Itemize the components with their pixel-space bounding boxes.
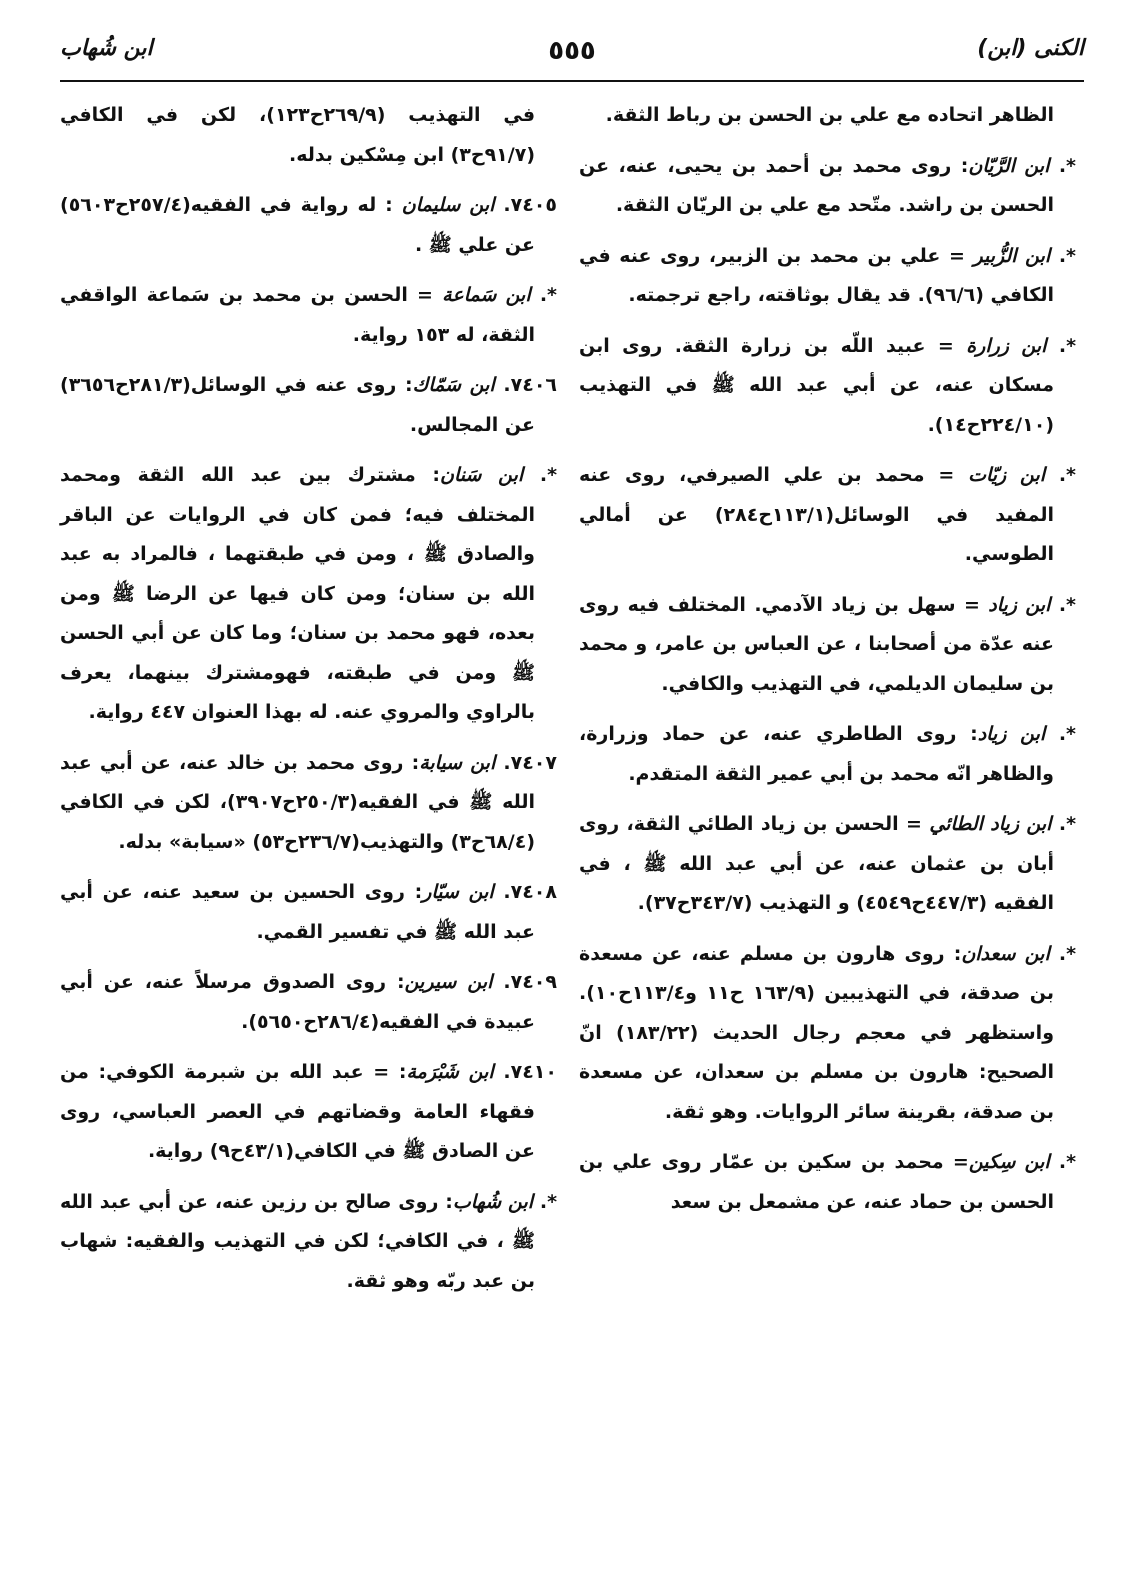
- entry-marker: ٧٤٠٩.: [503, 971, 557, 993]
- entry: [60, 456, 565, 733]
- entry-name: ابن زياد الطائي: [929, 813, 1052, 835]
- entry-text: = عبيد اللّه بن زرارة الثقة. روى ابن مسكان عنه، عن أبي عبد الله ﷺ في التهذيب (٢٢٤/١٠ح١٤).: [579, 334, 1054, 436]
- entry-text: الظاهر اتحاده مع علي بن الحسن بن رباط الثقة.: [605, 104, 1054, 126]
- right-column: [579, 96, 1084, 1538]
- entry-text: : روى الطاطري عنه، عن حماد وزرارة، والظاهر انّه محمد بن أبي عمير الثقة المتقدم.: [579, 723, 1054, 785]
- entry-marker: *.: [1058, 723, 1076, 745]
- entry-name: ابن سيرين: [404, 971, 493, 993]
- entry-name: ابن الرَّيّان: [968, 154, 1050, 177]
- entry-marker: *.: [539, 1190, 558, 1213]
- entry-marker: ٧٤٠٨.: [503, 881, 557, 903]
- entry-name: ابن سيابة: [419, 751, 496, 774]
- entry: [579, 456, 1084, 575]
- entry-name: ابن زيّات: [968, 464, 1046, 486]
- entry-text: : روى محمد بن أحمد بن يحيى، عنه، عن الحسن بن راشد. متّحد مع علي بن الريّان الثقة.: [579, 154, 1054, 216]
- entry: [579, 327, 1084, 446]
- entry: [579, 1143, 1084, 1222]
- entry: [579, 805, 1084, 924]
- entry: [579, 586, 1084, 705]
- entry: [60, 186, 565, 265]
- running-title-left: ابن شُهاب: [60, 36, 153, 61]
- page-number: ٥٥٥: [548, 36, 596, 66]
- entry-marker: *.: [539, 464, 558, 486]
- entry-marker: *.: [1058, 593, 1076, 616]
- entry: [579, 935, 1084, 1133]
- entry-name: ابن شَبْرَمة: [406, 1061, 494, 1083]
- entry-text: : = عبد الله بن شبرمة الكوفي: من فقهاء العامة وقضاتهم في العصر العباسي، روى عن الصادق ﷺ في الكافي(٤٣/١ح٩) رواية.: [60, 1061, 535, 1162]
- entry-name: ابن سِكين: [968, 1151, 1050, 1173]
- entry-text: : روى عنه في الوسائل(٢٨١/٣ح٣٦٥٦) عن المجالس.: [60, 374, 535, 436]
- entry-marker: *.: [1058, 334, 1077, 357]
- entry-marker: *.: [1058, 942, 1077, 965]
- entry: [60, 1183, 565, 1302]
- entry: [60, 744, 565, 863]
- entry-marker: *.: [1058, 464, 1076, 486]
- entry: [60, 963, 565, 1042]
- entry-marker: *.: [539, 284, 557, 306]
- left-column: [60, 96, 565, 1538]
- entry-name: ابن زرارة: [966, 334, 1047, 357]
- entry-text: : روى هارون بن مسلم عنه، عن مسعدة بن صدقة، في التهذيبين (١٦٣/٩ ح١١ و١١٣/٤ح١٠). واستظهر في معجم رجال الحديث (١٨٣/٢٢) انّ الصحيح: هارون بن مسلم بن سعدان، عن مسعدة بن صدقة، بقرينة سائر الروايات. وهو ثقة.: [579, 942, 1055, 1123]
- entry-text: = الحسن بن زياد الطائي الثقة، روى أبان بن عثمان عنه، عن أبي عبد الله ﷺ ، في الفقيه (٤٤٧/٣ح٤٥٤٩) و التهذيب (٣٤٣/٧ح٣٧).: [579, 813, 1054, 914]
- entry-marker: ٧٤٠٥.: [503, 194, 557, 216]
- entry-name: ابن شُهاب: [452, 1190, 534, 1213]
- running-title-right: الكنى (ابن): [977, 36, 1084, 61]
- entry-text: : روى صالح بن رزين عنه، عن أبي عبد الله ﷺ ، في الكافي؛ لكن في التهذيب والفقيه: شهاب بن عبد ربّه وهو ثقة.: [60, 1190, 535, 1292]
- entry: [60, 366, 565, 445]
- entry: [579, 147, 1084, 226]
- entry-text: : روى محمد بن خالد عنه، عن أبي عبد الله ﷺ في الفقيه(٢٥٠/٣ح٣٩٠٧)، لكن في الكافي (٦٨/٤ح٣) والتهذيب(٢٣٦/٧ح٥٣) «سيابة» بدله.: [60, 751, 536, 853]
- entry-marker: *.: [1058, 1151, 1077, 1173]
- entry-name: ابن زياد: [988, 593, 1051, 616]
- entry-marker: *.: [1058, 154, 1076, 177]
- entry-name: ابن الزُّبير: [973, 244, 1051, 267]
- entry: [60, 96, 565, 175]
- entry: [579, 715, 1084, 794]
- entry-marker: *.: [1058, 244, 1076, 267]
- entry-name: ابن سليمان: [401, 194, 495, 216]
- entry-name: ابن سعدان: [961, 942, 1050, 965]
- entry: [60, 1053, 565, 1172]
- entry: [60, 873, 565, 952]
- entry-marker: ٧٤١٠.: [503, 1061, 557, 1083]
- entry-text: : روى الصدوق مرسلاً عنه، عن أبي عبيدة في الفقيه(٢٨٦/٤ح٥٦٥٠).: [60, 971, 535, 1033]
- entry-name: ابن سَنان: [440, 464, 524, 486]
- entry: [60, 276, 565, 355]
- entry-name: ابن سَمّاك: [412, 374, 495, 396]
- entry-text: : روى الحسين بن سعيد عنه، عن أبي عبد الله ﷺ في تفسير القمي.: [60, 881, 535, 943]
- entry-marker: ٧٤٠٦.: [503, 374, 558, 396]
- entry-text: في التهذيب (٢٦٩/٩ح١٢٣)، لكن في الكافي (٩١/٧ح٣) ابن مِسْكين بدله.: [60, 104, 536, 166]
- entry-name: ابن زياد: [977, 723, 1046, 745]
- entry-name: ابن سيّار: [422, 881, 494, 903]
- entry-text: = علي بن محمد بن الزبير، روى عنه في الكافي (٩٦/٦). قد يقال بوثاقته، راجع ترجمته.: [579, 244, 1054, 306]
- entry-name: ابن سَماعة: [442, 284, 531, 306]
- entry-marker: *.: [1058, 813, 1077, 835]
- entry-marker: ٧٤٠٧.: [503, 751, 557, 774]
- page-header: [60, 30, 1084, 82]
- entry-text: : مشترك بين عبد الله الثقة ومحمد المختلف فيه؛ فمن كان في الروايات عن الباقر والصادق ﷺ ، ومن في طبقتهما ، فالمراد به عبد الله بن سنان؛ ومن كان فيها عن الرضا ﷺ ومن بعده، فهو محمد بن سنان؛ وما كان عن أبي الحسن ﷺ ومن في طبقته، فهومشترك بينهما، يعرف بالراوي والمروي عنه. له بهذا العنوان ٤٤٧ رواية.: [60, 464, 535, 723]
- entry: [579, 237, 1084, 316]
- entry: [579, 96, 1084, 136]
- entry-text: = محمد بن سكين بن عمّار روى علي بن الحسن بن حماد عنه، عن مشمعل بن سعد: [579, 1151, 1054, 1213]
- entry-text: = محمد بن علي الصيرفي، روى عنه المفيد في الوسائل(١١٣/١ح٢٨٤) عن أمالي الطوسي.: [579, 464, 1054, 565]
- entry-text: = سهل بن زياد الآدمي. المختلف فيه روى عنه عدّة من أصحابنا ، عن العباس بن عامر، و محمد بن سليمان الديلمي، في التهذيب والكافي.: [579, 593, 1054, 695]
- entry-text: = الحسن بن محمد بن سَماعة الواقفي الثقة، له ١٥٣ رواية.: [60, 284, 535, 346]
- entry-text: : له رواية في الفقيه(٢٥٧/٤ح٥٦٠٣) عن علي ﷺ .: [60, 194, 535, 256]
